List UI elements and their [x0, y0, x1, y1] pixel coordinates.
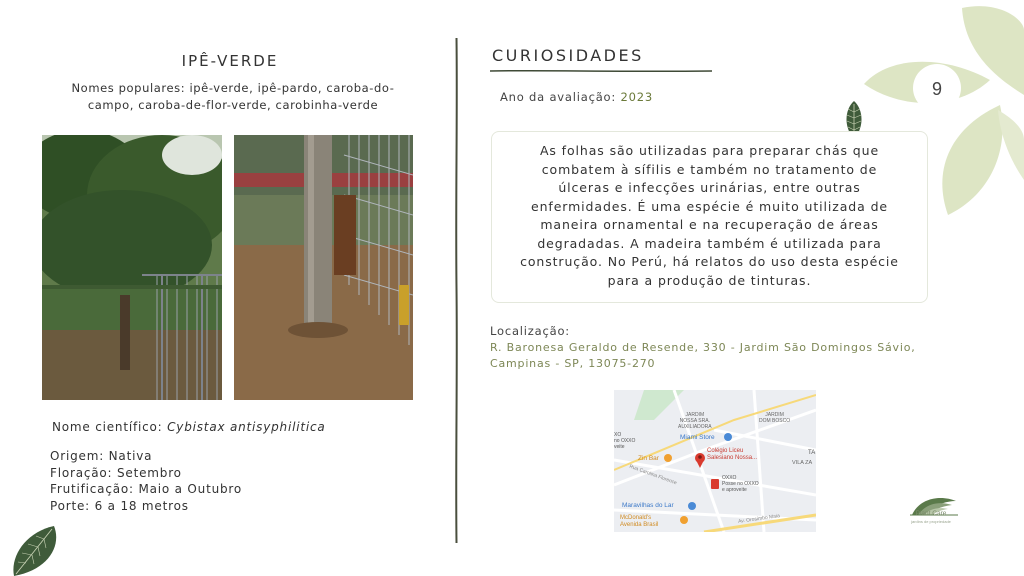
map-label-colegio: Colégio Liceu Salesiano Nossa... [707, 448, 758, 461]
evaluation-year [500, 90, 653, 104]
location-map[interactable] [614, 390, 816, 532]
popular-names [48, 80, 418, 114]
column-divider [455, 38, 458, 543]
curiosity-line: enfermidades. É uma espécie é muito utilizada de [530, 198, 888, 214]
curiosity-line: As folhas são utilizadas para preparar chás que [539, 143, 880, 158]
address-line: Campinas - SP, 13075-270 [490, 357, 656, 370]
map-label-jardim-nossa: JARDIM NOSSA SRA. AUXILIADORA [678, 412, 712, 430]
scientific-label: Nome científico: [52, 420, 168, 434]
map-label-jardim-dom: JARDIM DOM BOSCO [759, 412, 791, 424]
map-label-oxxo: OXXO Posse no OXXO e aproveite [722, 475, 759, 493]
fact-flowering: Floração: Setembro [50, 465, 182, 480]
title-underline [490, 69, 712, 73]
map-label-maravilhas: Maravilhas do Lar [622, 502, 674, 509]
tree-photo-trunk [234, 135, 413, 400]
tree-photo-canopy [42, 135, 222, 400]
map-label-miami: Miami Store [680, 434, 715, 441]
map-label-rua: Rua Carolina Florence [628, 463, 678, 487]
scientific-name [52, 420, 326, 434]
curiosities-title: CURIOSIDADES [492, 46, 644, 65]
logo-name: Plant Care [915, 510, 947, 517]
map-label-av: Av. Orosimbo Maia [737, 513, 781, 525]
plant-facts [50, 448, 242, 514]
location-label: Localização: [490, 324, 570, 338]
curiosity-line: construção. No Perú, há relatos do uso desta espécie [520, 254, 899, 269]
evaluation-year-label: Ano da avaliação: [500, 90, 621, 104]
curiosity-line: combatem à sífilis e também no tratamento de [541, 161, 878, 177]
map-label-oxxo-left: XO no OXXO veite [614, 432, 636, 450]
popular-names-line: Nomes populares: ipê-verde, ipê-pardo, caroba-do- [71, 81, 395, 95]
fact-origin: Origem: Nativa [50, 449, 153, 463]
leaf-icon-bottom-left [8, 522, 60, 576]
curiosity-line: para a produção de tinturas. [607, 272, 812, 288]
curiosities-box [491, 131, 928, 303]
location-address [490, 340, 950, 372]
fact-fruiting: Frutificação: Maio a Outubro [50, 482, 243, 496]
curiosity-line: degradadas. A madeira também é utilizada para [537, 235, 882, 251]
address-line: R. Baronesa Geraldo de Resende, 330 - Jardim São Domingos Sávio, [490, 341, 916, 354]
map-label-ta: TA [808, 450, 816, 456]
map-label-mcdonalds: McDonald's Avenida Brasil [620, 515, 659, 528]
page-number: 9 [931, 79, 942, 99]
curiosity-line: maneira ornamental e na recuperação de áreas [540, 217, 879, 232]
map-label-vila: VILA ZA [792, 460, 813, 466]
scientific-name-value: Cybistax antisyphilitica [167, 420, 326, 434]
curiosity-line: úlceras e infecções urinárias, entre outras [558, 180, 861, 195]
fact-size: Porte: 6 a 18 metros [50, 498, 189, 513]
logo-tagline: jardins de propriedade [911, 519, 951, 524]
map-label-zinbar: Zin Bar [638, 455, 659, 462]
popular-names-line: campo, caroba-de-flor-verde, carobinha-verde [87, 98, 379, 112]
plant-title: IPÊ-VERDE [181, 52, 279, 70]
evaluation-year-value: 2023 [620, 90, 653, 104]
